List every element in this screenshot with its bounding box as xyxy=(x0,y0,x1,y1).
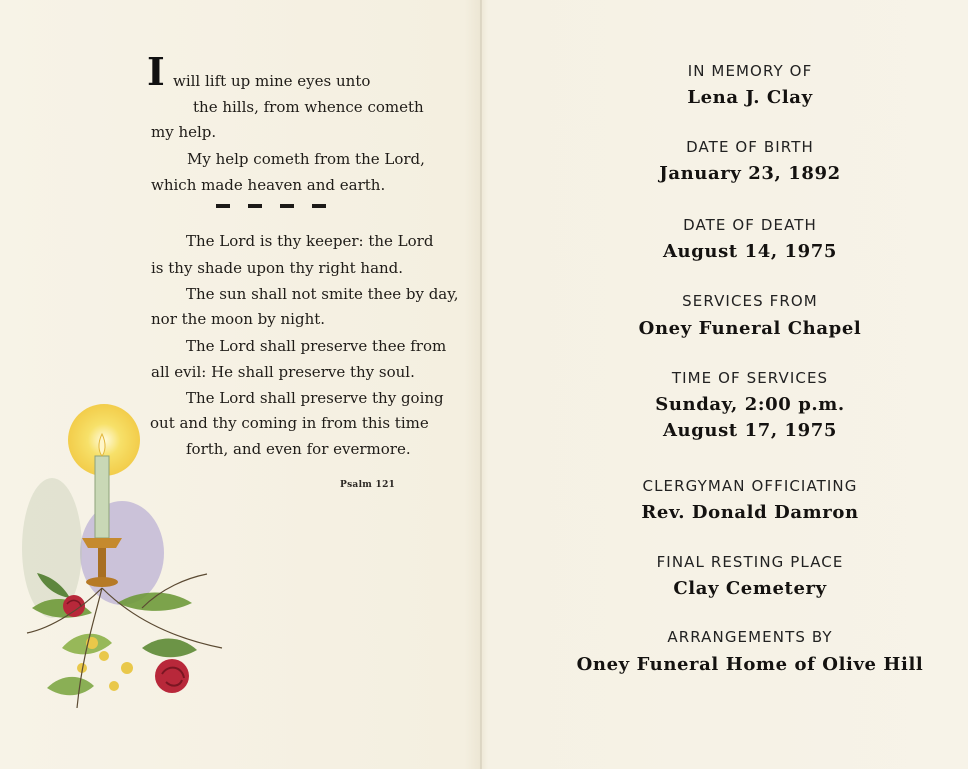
services-location: Oney Funeral Chapel xyxy=(638,318,862,339)
psalm-line: The Lord shall preserve thy going xyxy=(186,389,444,407)
candle-flowers-illustration xyxy=(22,398,242,738)
ornament-divider xyxy=(216,204,344,223)
memory-heading: IN MEMORY OF xyxy=(687,62,813,80)
psalm-line: the hills, from whence cometh xyxy=(193,98,424,116)
clergy-name: Rev. Donald Damron xyxy=(641,502,859,523)
psalm-line: My help cometh from the Lord, xyxy=(187,150,425,168)
divider-dash xyxy=(216,204,230,208)
psalm-line: all evil: He shall preserve thy soul. xyxy=(151,363,415,381)
services-from-heading: SERVICES FROM xyxy=(682,292,818,310)
service-date: August 17, 1975 xyxy=(662,420,838,441)
divider-dash xyxy=(312,204,326,208)
divider-dash xyxy=(248,204,262,208)
death-date: August 14, 1975 xyxy=(662,241,838,262)
birth-heading: DATE OF BIRTH xyxy=(686,138,814,156)
divider-dash xyxy=(280,204,294,208)
psalm-line: my help. xyxy=(151,123,217,141)
psalm-page xyxy=(0,0,480,769)
service-time: Sunday, 2:00 p.m. xyxy=(655,394,845,415)
birth-date: January 23, 1892 xyxy=(659,163,841,184)
arrangements-heading: ARRANGEMENTS BY xyxy=(667,628,833,646)
psalm-line: out and thy coming in from this time xyxy=(150,414,429,432)
psalm-line: which made heaven and earth. xyxy=(151,176,386,194)
psalm-line: The Lord is thy keeper: the Lord xyxy=(186,232,434,250)
arrangements-by: Oney Funeral Home of Olive Hill xyxy=(576,654,924,675)
psalm-line: nor the moon by night. xyxy=(151,310,326,328)
deceased-name: Lena J. Clay xyxy=(687,87,813,108)
time-heading: TIME OF SERVICES xyxy=(671,369,829,387)
resting-place: Clay Cemetery xyxy=(673,578,827,599)
psalm-line: The sun shall not smite thee by day, xyxy=(186,285,459,303)
psalm-line: The Lord shall preserve thee from xyxy=(186,337,447,355)
clergy-heading: CLERGYMAN OFFICIATING xyxy=(642,477,858,495)
psalm-drop-cap: I xyxy=(147,49,165,94)
resting-heading: FINAL RESTING PLACE xyxy=(656,553,844,571)
psalm-line: is thy shade upon thy right hand. xyxy=(151,259,404,277)
psalm-line: forth, and even for evermore. xyxy=(186,440,411,458)
psalm-citation: Psalm 121 xyxy=(340,480,396,490)
psalm-line: will lift up mine eyes unto xyxy=(173,72,371,90)
death-heading: DATE OF DEATH xyxy=(683,216,817,234)
memorial-page xyxy=(480,0,968,769)
